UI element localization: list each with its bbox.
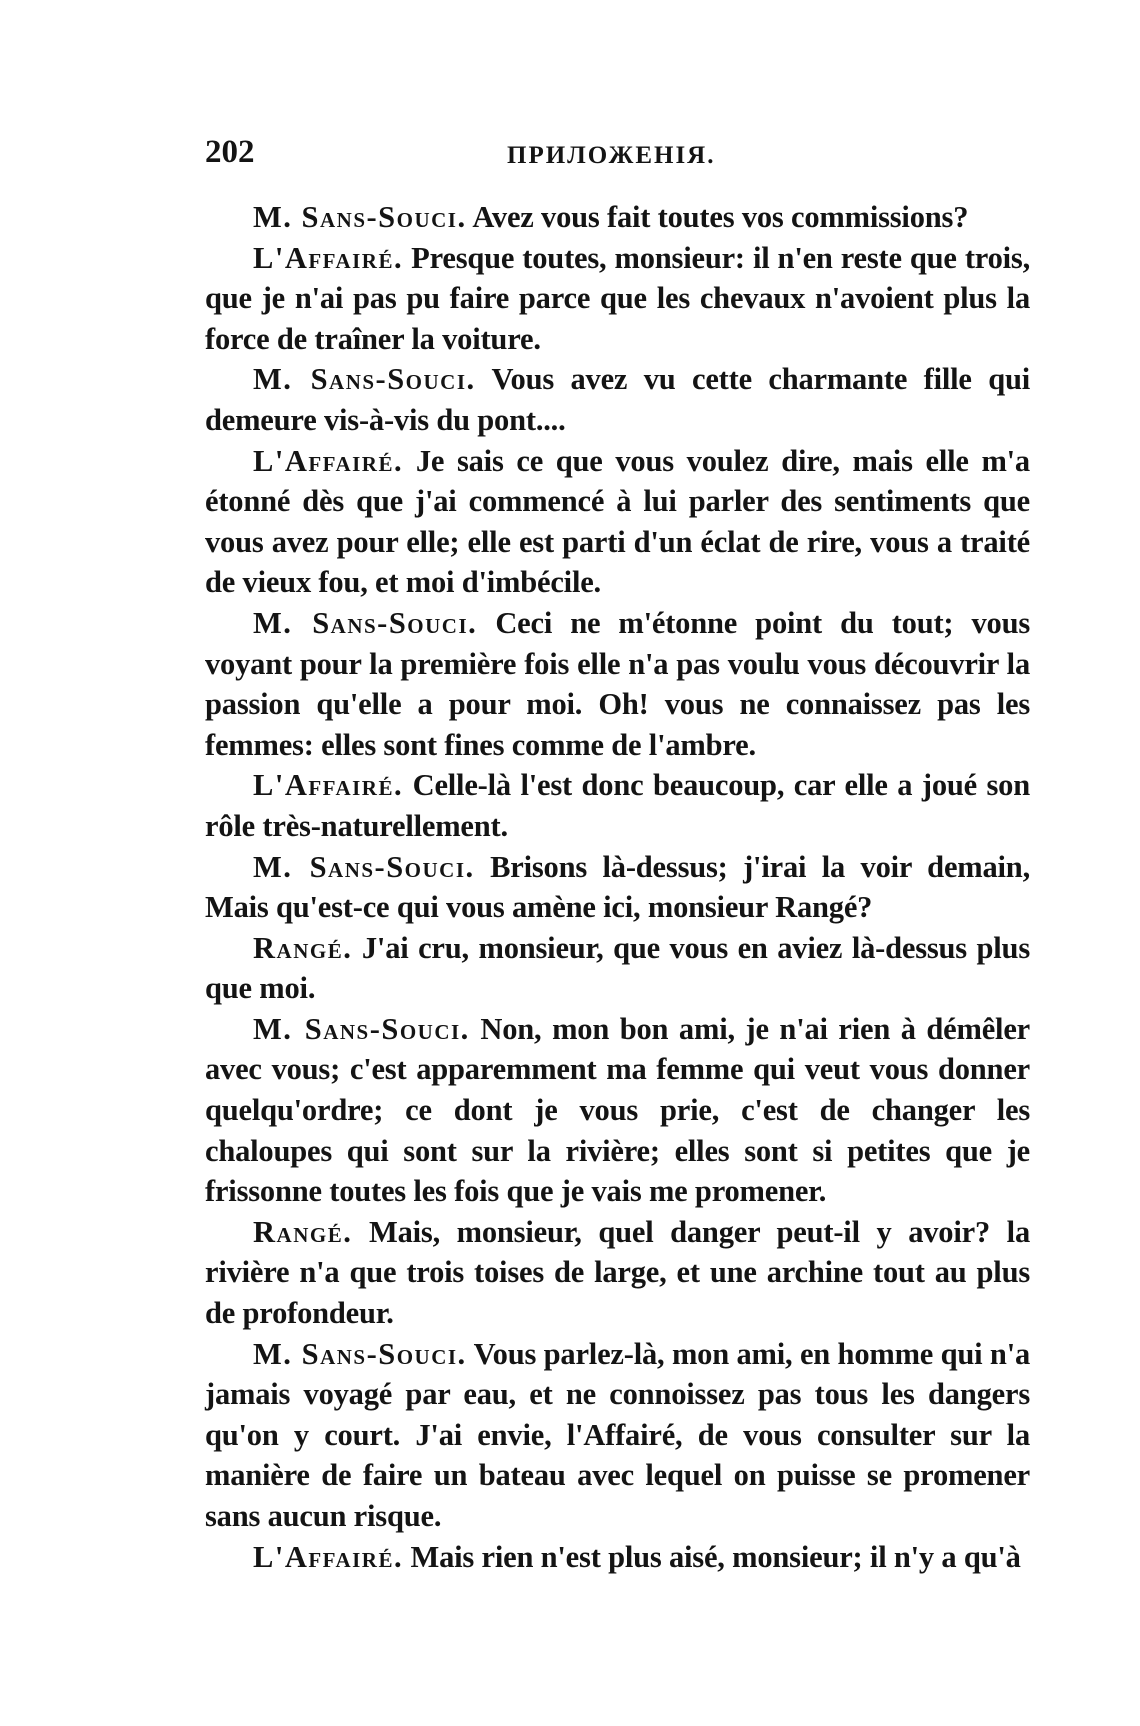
- dialogue-paragraph: [205, 928, 1030, 1009]
- speaker-name: L'Affairé.: [253, 443, 404, 478]
- speech-text: Avez vous fait toutes vos commissions?: [466, 200, 969, 234]
- speaker-name: M. Sans-Souci.: [253, 605, 478, 640]
- dialogue-paragraph: [205, 765, 1030, 846]
- speaker-name: L'Affairé.: [253, 240, 404, 275]
- speech-text: Celle-là l'est donc beaucoup, car elle a joué son rôle très-naturellement.: [205, 768, 1030, 843]
- dialogue-paragraph: [205, 197, 1030, 238]
- speech-text: Mais rien n'est plus aisé, monsieur; il n'y a qu'à: [403, 1539, 1021, 1574]
- speaker-name: L'Affairé.: [253, 1539, 404, 1574]
- dialogue-paragraph: [205, 1334, 1030, 1537]
- page-header: [205, 134, 1030, 178]
- speaker-name: M. Sans-Souci.: [253, 849, 475, 884]
- speaker-name: Rangé.: [253, 930, 353, 965]
- dialogue-paragraph: [205, 1537, 1030, 1578]
- dialogue-text: [205, 197, 1030, 1577]
- speech-text: Presque toutes, monsieur: il n'en reste que trois, que je n'ai pas pu faire parce que les chevaux n'avoient plus la force de traîner la voiture.: [205, 240, 1030, 356]
- speech-text: J'ai cru, monsieur, que vous en aviez là-dessus plus que moi.: [205, 930, 1030, 1006]
- running-title: ПРИЛОЖЕНІЯ.: [507, 142, 716, 169]
- dialogue-paragraph: [205, 603, 1030, 765]
- dialogue-paragraph: [205, 359, 1030, 440]
- speech-text: Mais, monsieur, quel danger peut-il y avoir? la rivière n'a que trois toises de large, et une archine tout au plus de profondeur.: [205, 1214, 1030, 1331]
- speech-text: Vous parlez-là, mon ami, en homme qui n'a jamais voyagé par eau, et ne connoissez pas tous les dangers qu'on y court. J'ai envie, l'Affairé, de vous consulter sur la manière de faire un bateau avec lequel on puisse se promener sans aucun risque.: [205, 1336, 1031, 1533]
- speech-text: Brisons là-dessus; j'irai la voir demain, Mais qu'est-ce qui vous amène ici, monsieur Rangé?: [205, 849, 1030, 925]
- dialogue-paragraph: [205, 1212, 1030, 1334]
- speaker-name: M. Sans-Souci.: [253, 1011, 470, 1046]
- speaker-name: Rangé.: [253, 1214, 353, 1249]
- dialogue-paragraph: [205, 1009, 1030, 1212]
- speaker-name: L'Affairé.: [253, 768, 404, 803]
- speaker-name: M. Sans-Souci.: [253, 1336, 467, 1371]
- speech-text: Je sais ce que vous voulez dire, mais elle m'a étonné dès que j'ai commencé à lui parler des sentiments que vous avez pour elle; elle est parti d'un éclat de rire, vous a traité de vieux fou, et moi d'imbécile.: [205, 443, 1030, 600]
- dialogue-paragraph: [205, 238, 1030, 360]
- page-number: 202: [205, 134, 255, 170]
- speaker-name: M. Sans-Souci.: [253, 362, 476, 397]
- dialogue-paragraph: [205, 441, 1030, 603]
- speaker-name: M. Sans-Souci.: [253, 200, 467, 234]
- speech-text: Vous avez vu cette charmante fille qui demeure vis-à-vis du pont....: [205, 362, 1030, 437]
- speech-text: Ceci ne m'étonne point du tout; vous voyant pour la première fois elle n'a pas voulu vous découvrir la passion qu'elle a pour moi. Oh! vous ne connaissez pas les femmes: elles sont fines comme de l'ambre.: [205, 605, 1030, 762]
- dialogue-paragraph: [205, 847, 1030, 928]
- speech-text: Non, mon bon ami, je n'ai rien à démêler avec vous; c'est apparemment ma femme qui veut vous donner quelqu'ordre; ce dont je vous prie, c'est de changer les chaloupes qui sont sur la rivière; elles sont si petites que je frissonne toutes les fois que je vais me promener.: [205, 1011, 1031, 1209]
